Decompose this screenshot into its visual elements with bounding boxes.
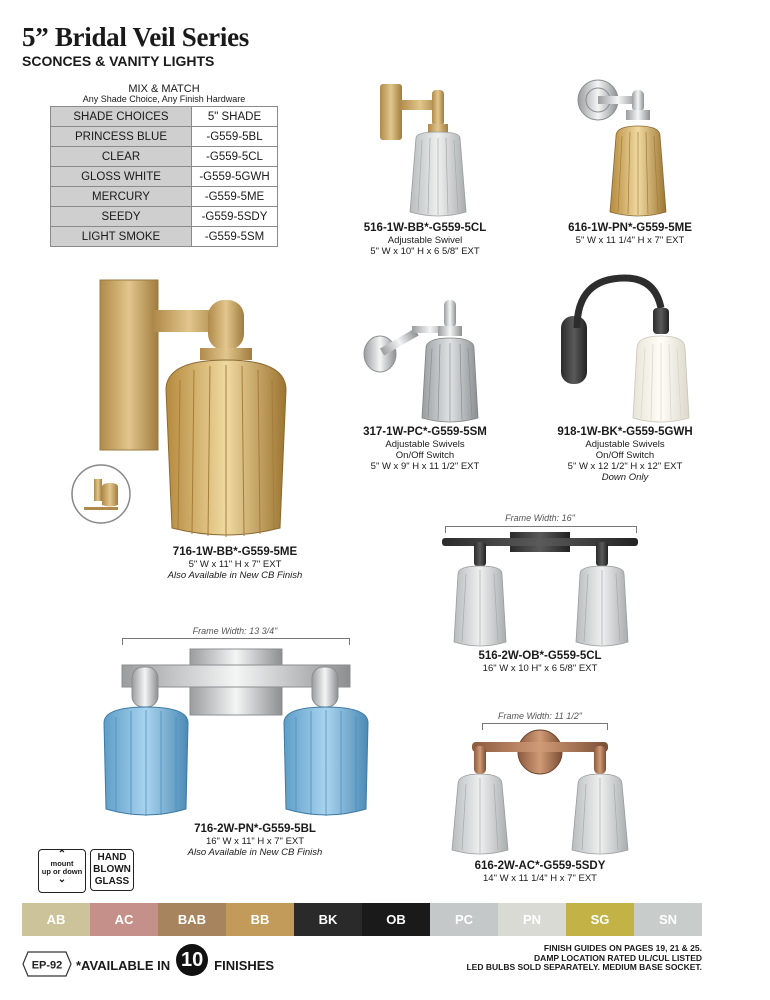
mount-up-or-down-badge — [38, 849, 86, 893]
detail: Adjustable Swivel — [387, 235, 463, 246]
table-cell: CLEAR — [51, 147, 192, 167]
detail: 5" W x 12 1/2" H x 12" EXT — [567, 461, 683, 472]
product-image-616-2w — [448, 728, 633, 858]
detail: Adjustable Swivels — [585, 439, 665, 450]
table-cell: LIGHT SMOKE — [51, 227, 192, 247]
badge-text: up or down — [41, 867, 83, 876]
detail: 16" W x 10 H" x 6 5/8" EXT — [482, 663, 598, 674]
table-cell: -G559-5CL — [192, 147, 278, 167]
detail: 5" W x 10" H x 6 5/8" EXT — [370, 246, 480, 257]
sku: 616-2W-AC*-G559-5SDY — [474, 860, 606, 872]
table-cell: GLOSS WHITE — [51, 167, 192, 187]
chevron-down-icon: ⌄ — [57, 874, 67, 885]
product-image-516-2w — [440, 530, 640, 650]
table-row — [51, 227, 278, 247]
frame-width-label: Frame Width: 16" — [505, 513, 575, 523]
frame-width-label: Frame Width: 11 1/2" — [498, 711, 582, 721]
table-cell: PRINCESS BLUE — [51, 127, 192, 147]
badge-text: BLOWN — [93, 864, 131, 875]
table-row — [51, 207, 278, 227]
detail-note: Down Only — [601, 472, 649, 483]
detail: On/Off Switch — [395, 450, 455, 461]
product-caption-716-2w — [140, 823, 370, 858]
finish-swatch-bar — [22, 903, 702, 936]
page-number: EP-92 — [31, 959, 63, 972]
product-image-716-2w — [96, 645, 376, 820]
product-caption-616-1w — [545, 222, 715, 246]
mix-match-heading — [50, 84, 278, 104]
table-cell: -G559-5SDY — [192, 207, 278, 227]
page-title: 5” Bridal Veil Series — [22, 22, 249, 52]
table-row — [51, 187, 278, 207]
sku: 317-1W-PC*-G559-5SM — [363, 426, 487, 438]
finish-swatch-bk: BK — [294, 903, 362, 936]
sku: 516-2W-OB*-G559-5CL — [478, 650, 602, 662]
finish-swatch-bab: BAB — [158, 903, 226, 936]
table-cell: -G559-5ME — [192, 187, 278, 207]
chevron-up-icon: ⌃ — [57, 849, 67, 860]
product-image-918-1w — [555, 268, 705, 424]
table-cell: SEEDY — [51, 207, 192, 227]
detail: 5" W x 11" H x 7" EXT — [188, 559, 282, 570]
footer-notes — [466, 944, 702, 973]
table-header: SHADE CHOICES — [51, 107, 192, 127]
shade-choices-table — [50, 106, 278, 247]
footer-note: DAMP LOCATION RATED UL/CUL LISTED — [534, 952, 702, 963]
detail: On/Off Switch — [595, 450, 655, 461]
finish-swatch-sg: SG — [566, 903, 634, 936]
sku: 516-1W-BB*-G559-5CL — [363, 222, 487, 234]
detail-note: Also Available in New CB Finish — [187, 847, 323, 858]
finish-swatch-ac: AC — [90, 903, 158, 936]
badge-text: mount — [50, 859, 74, 868]
table-cell: -G559-5SM — [192, 227, 278, 247]
detail: 14" W x 11 1/4" H x 7" EXT — [483, 873, 597, 884]
footer-note: LED BULBS SOLD SEPARATELY. MEDIUM BASE SOCKET. — [466, 962, 702, 972]
product-caption-716-1w — [140, 546, 330, 581]
product-caption-317-1w — [340, 426, 510, 472]
detail: 5" W x 9" H x 11 1/2" EXT — [370, 461, 480, 472]
mix-match-title: MIX & MATCH — [128, 83, 200, 95]
avail-pre: *AVAILABLE IN — [76, 957, 171, 973]
product-image-616-1w — [570, 78, 680, 220]
sku: 616-1W-PN*-G559-5ME — [568, 222, 692, 234]
badge-text: GLASS — [94, 876, 130, 887]
product-caption-516-1w — [340, 222, 510, 257]
product-image-516-1w — [370, 80, 480, 220]
badge-text: HAND — [97, 852, 127, 863]
hand-blown-glass-badge — [90, 849, 134, 891]
sku: 716-1W-BB*-G559-5ME — [172, 546, 298, 558]
page-subtitle: SCONCES & VANITY LIGHTS — [22, 53, 215, 69]
product-image-317-1w — [360, 296, 490, 424]
finish-swatch-ob: OB — [362, 903, 430, 936]
detail: Adjustable Swivels — [385, 439, 465, 450]
finish-swatch-ab: AB — [22, 903, 90, 936]
mix-match-sub: Any Shade Choice, Any Finish Hardware — [82, 94, 246, 104]
table-row — [51, 127, 278, 147]
sku: 716-2W-PN*-G559-5BL — [194, 823, 316, 835]
finish-swatch-pn: PN — [498, 903, 566, 936]
footer-note: FINISH GUIDES ON PAGES 19, 21 & 25. — [543, 943, 702, 953]
table-cell: -G559-5GWH — [192, 167, 278, 187]
product-caption-516-2w — [445, 650, 635, 674]
product-caption-918-1w — [540, 426, 710, 483]
room-scene-thumbnail — [70, 463, 132, 525]
page-number-tag — [22, 951, 72, 977]
detail: 16" W x 11" H x 7" EXT — [205, 836, 305, 847]
table-cell: -G559-5BL — [192, 127, 278, 147]
finish-swatch-sn: SN — [634, 903, 702, 936]
finish-swatch-bb: BB — [226, 903, 294, 936]
finish-swatch-pc: PC — [430, 903, 498, 936]
table-row — [51, 147, 278, 167]
table-header-row — [51, 107, 278, 127]
sku: 918-1W-BK*-G559-5GWH — [557, 426, 693, 438]
avail-post: FINISHES — [214, 957, 275, 973]
frame-width-label: Frame Width: 13 3/4" — [192, 626, 278, 636]
product-caption-616-2w — [440, 860, 640, 884]
available-finishes-note — [76, 949, 275, 976]
frame-width-bracket — [122, 638, 350, 645]
table-row — [51, 167, 278, 187]
detail-note: Also Available in New CB Finish — [167, 570, 303, 581]
table-header: 5" SHADE — [192, 107, 278, 127]
table-cell: MERCURY — [51, 187, 192, 207]
detail: 5" W x 11 1/4" H x 7" EXT — [575, 235, 685, 246]
finish-count-circle: 10 — [176, 944, 208, 976]
